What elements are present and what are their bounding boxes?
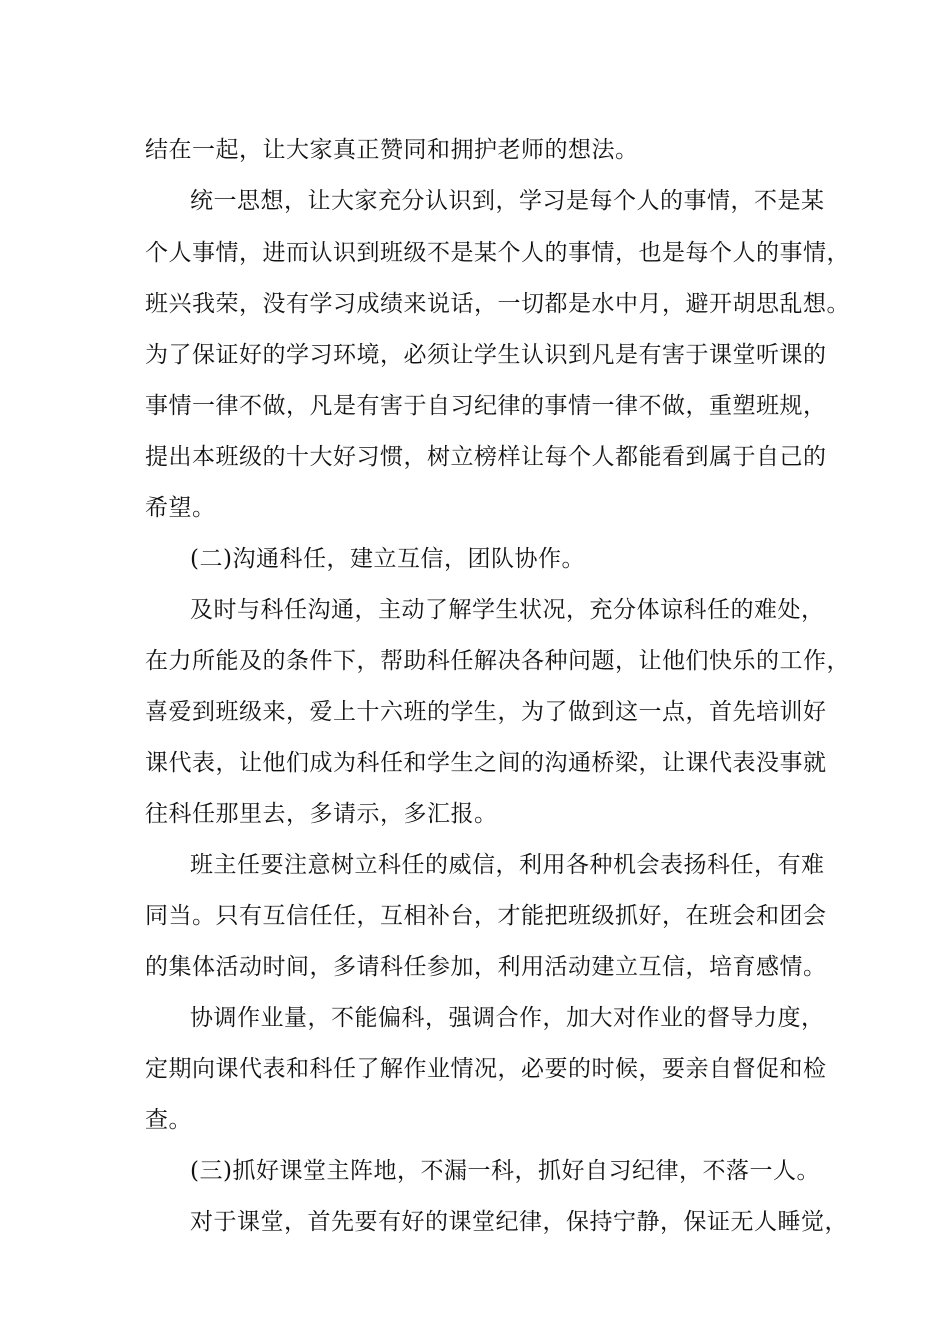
text-line: 事情一律不做，凡是有害于自习纪律的事情一律不做，重塑班规， (145, 393, 827, 419)
text-line: 喜爱到班级来，爱上十六班的学生，为了做到这一点，首先培训好 (145, 699, 827, 725)
text-line: 往科任那里去，多请示，多汇报。 (145, 801, 498, 827)
text-line: 个人事情，进而认识到班级不是某个人的事情，也是每个人的事情， (145, 240, 850, 266)
text-line: 提出本班级的十大好习惯，树立榜样让每个人都能看到属于自己的 (145, 444, 827, 470)
text-line: 结在一起，让大家真正赞同和拥护老师的想法。 (145, 137, 639, 163)
text-line: 班兴我荣，没有学习成绩来说话，一切都是水中月，避开胡思乱想。 (145, 291, 850, 317)
text-line: 班主任要注意树立科任的威信，利用各种机会表扬科任，有难 (190, 852, 825, 878)
text-line: 对于课堂，首先要有好的课堂纪律，保持宁静，保证无人睡觉， (190, 1209, 848, 1235)
section-heading: (二)沟通科任，建立互信，团队协作。 (190, 546, 585, 572)
text-line: 统一思想，让大家充分认识到，学习是每个人的事情，不是某 (190, 188, 825, 214)
text-line: 课代表，让他们成为科任和学生之间的沟通桥梁，让课代表没事就 (145, 750, 827, 776)
text-line: 查。 (145, 1107, 192, 1133)
text-line: 的集体活动时间，多请科任参加，利用活动建立互信，培育感情。 (145, 954, 827, 980)
text-line: 为了保证好的学习环境，必须让学生认识到凡是有害于课堂听课的 (145, 342, 827, 368)
text-line: 协调作业量，不能偏科，强调合作，加大对作业的督导力度， (190, 1005, 825, 1031)
section-heading: (三)抓好课堂主阵地，不漏一科，抓好自习纪律，不落一人。 (190, 1158, 820, 1184)
text-line: 希望。 (145, 495, 216, 521)
text-line: 定期向课代表和科任了解作业情况，必要的时候，要亲自督促和检 (145, 1056, 827, 1082)
text-line: 同当。只有互信任任，互相补台，才能把班级抓好，在班会和团会 (145, 903, 827, 929)
text-line: 及时与科任沟通，主动了解学生状况，充分体谅科任的难处， (190, 597, 825, 623)
text-line: 在力所能及的条件下，帮助科任解决各种问题，让他们快乐的工作， (145, 648, 850, 674)
